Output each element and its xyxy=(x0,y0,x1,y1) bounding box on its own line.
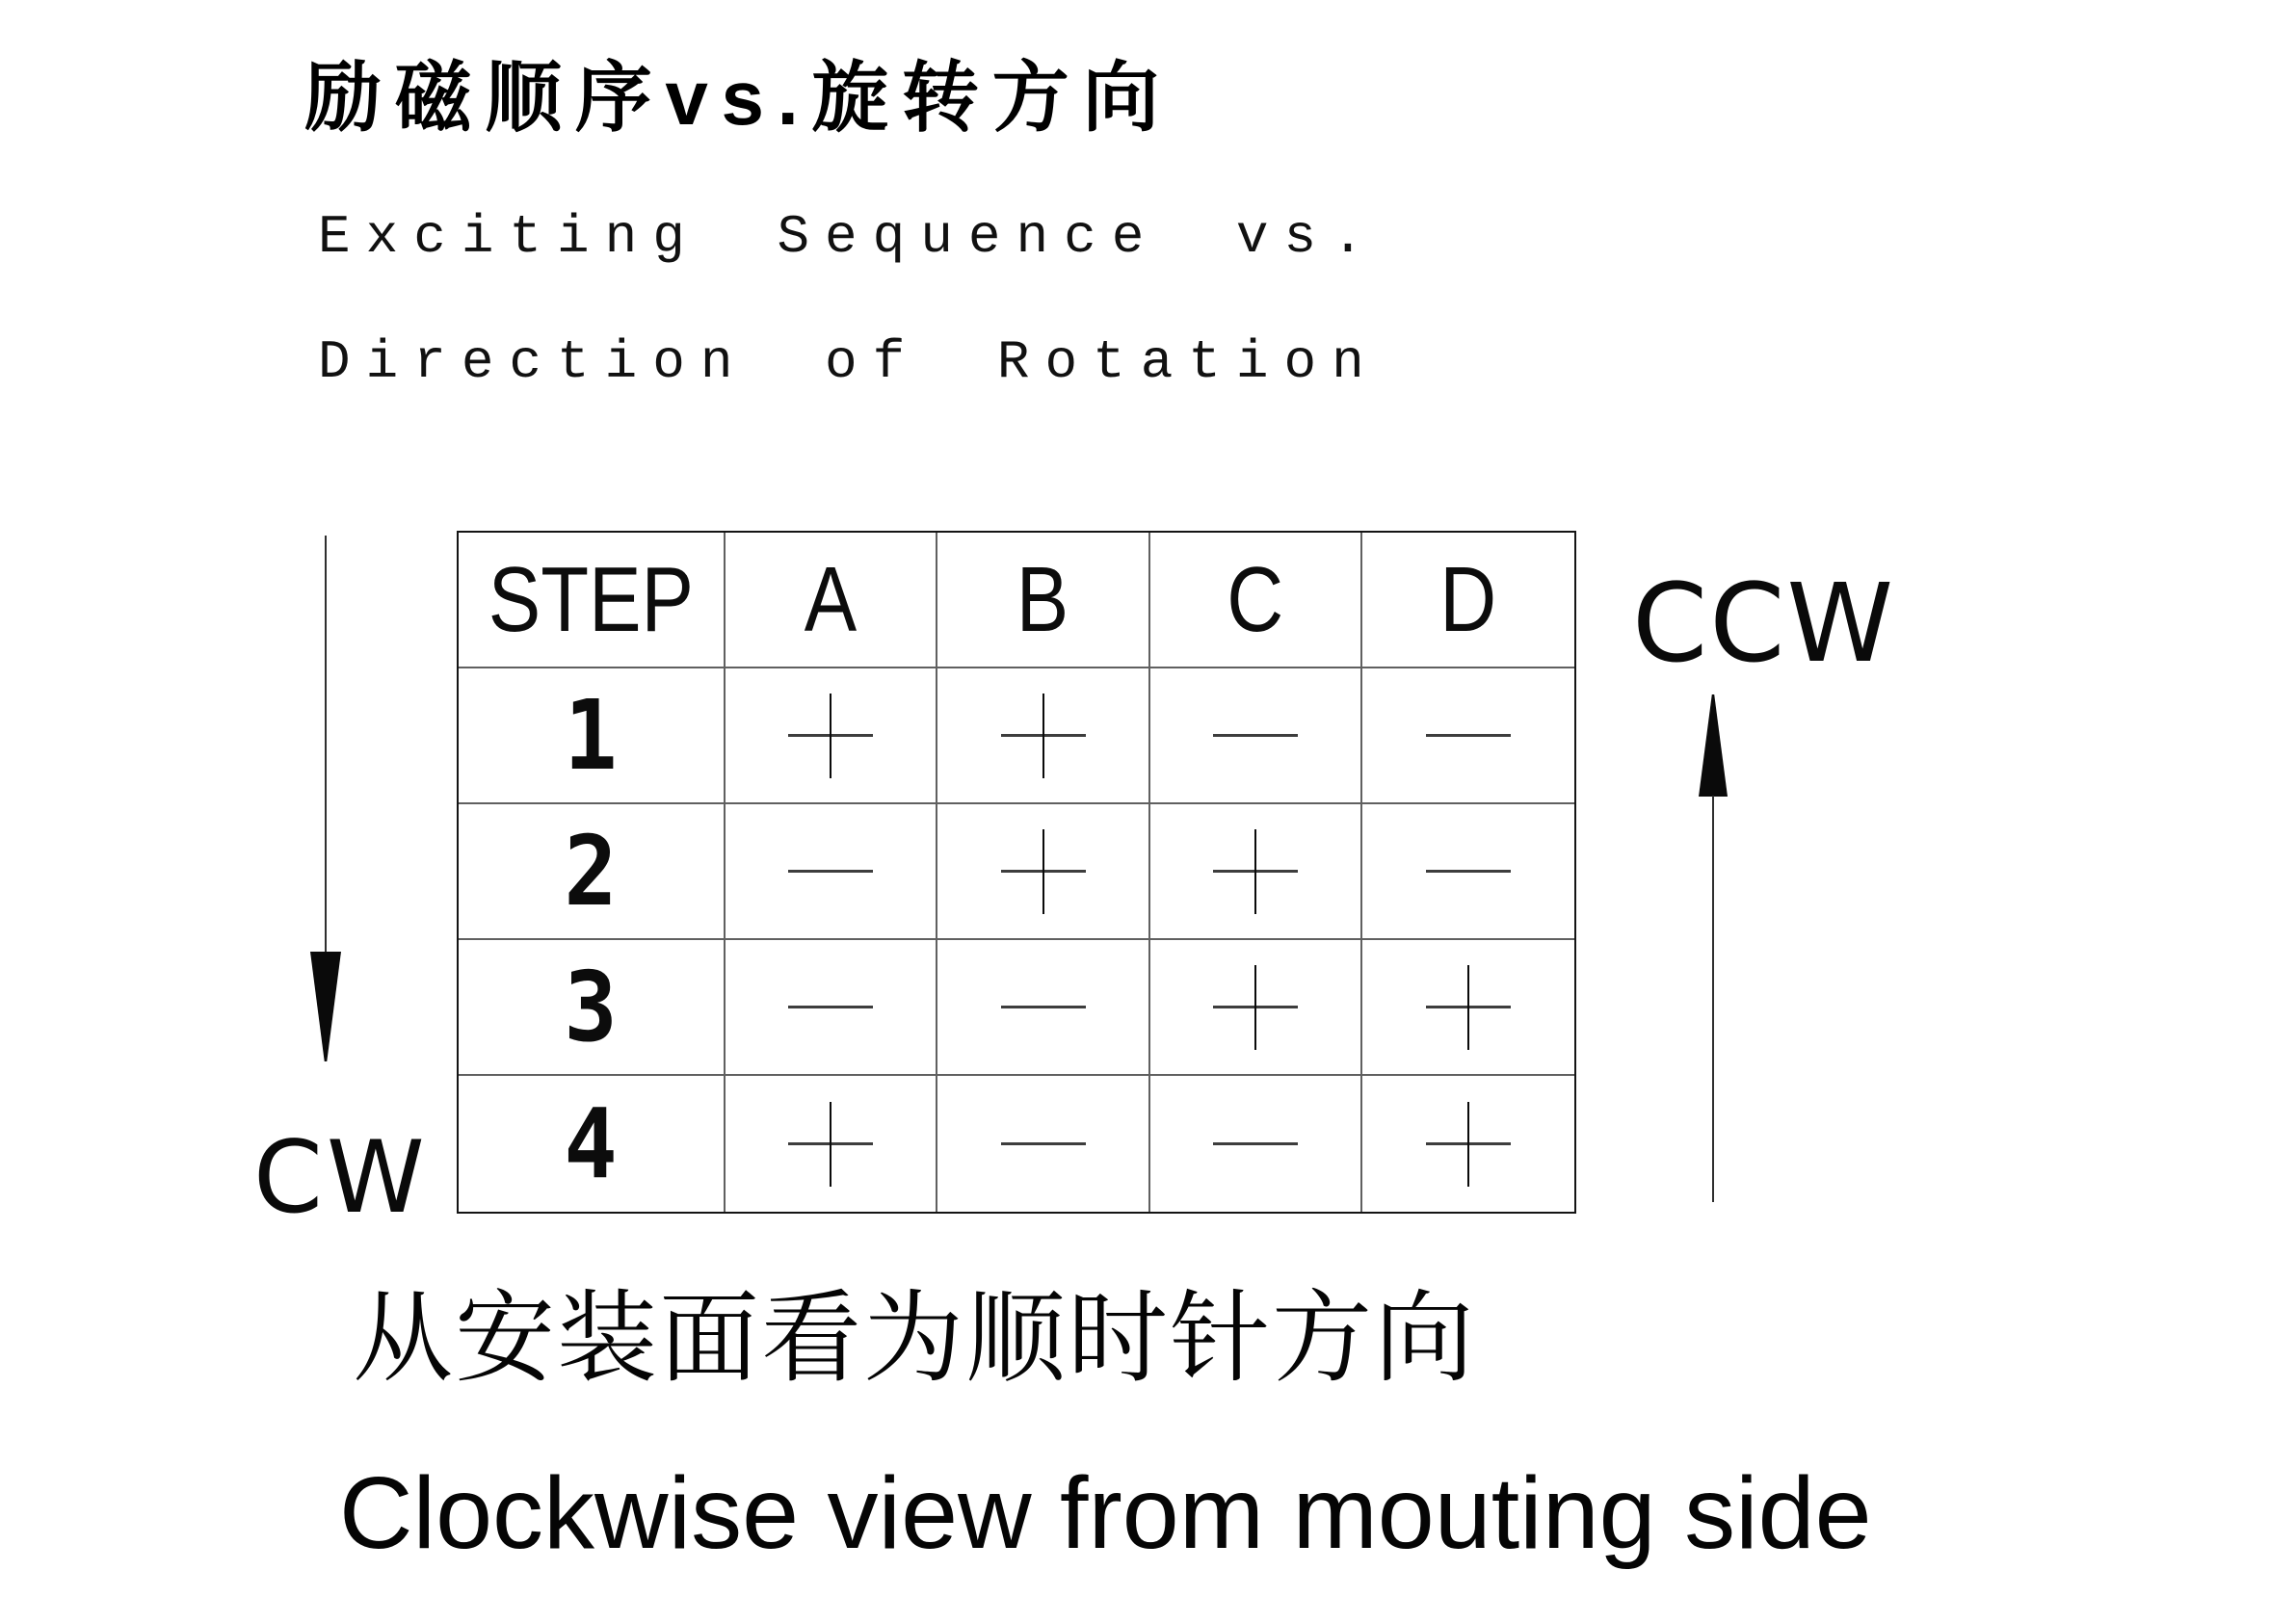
excitation-sequence-table xyxy=(457,531,1576,1214)
cw-arrowhead-down-icon xyxy=(310,952,341,1061)
ccw-arrowhead-up-icon xyxy=(1699,694,1728,797)
ccw-label: CCW xyxy=(1632,562,1896,687)
polarity-symbol xyxy=(1001,694,1086,778)
table-cell-4a xyxy=(726,1076,937,1212)
polarity-symbol xyxy=(788,829,873,914)
polarity-symbol xyxy=(1213,829,1298,914)
column-header-label: C xyxy=(1227,547,1284,651)
subtitle-line2: Direction of Rotation xyxy=(318,331,1380,393)
cw-arrow-line xyxy=(325,536,327,954)
step-number-cell xyxy=(459,668,726,804)
polarity-symbol xyxy=(1426,965,1511,1050)
footer-note-en: Clockwise view from mouting side xyxy=(339,1456,1872,1570)
table-cell-2d xyxy=(1362,804,1574,940)
polarity-symbol xyxy=(1213,965,1298,1050)
footer-note-zh: 从安装面看为顺时针方向 xyxy=(353,1283,1477,1395)
table-cell-2a xyxy=(726,804,937,940)
step-number: 4 xyxy=(564,1086,619,1200)
column-header-label: D xyxy=(1439,547,1497,651)
column-header-b xyxy=(937,533,1150,668)
table-cell-2b xyxy=(937,804,1150,940)
table-cell-3b xyxy=(937,940,1150,1076)
table-cell-4b xyxy=(937,1076,1150,1212)
table-cell-1d xyxy=(1362,668,1574,804)
polarity-symbol xyxy=(1426,1102,1511,1187)
polarity-symbol xyxy=(1001,829,1086,914)
step-number-cell xyxy=(459,940,726,1076)
column-header-step xyxy=(459,533,726,668)
polarity-symbol xyxy=(788,694,873,778)
polarity-symbol xyxy=(1213,1102,1298,1187)
table-cell-1b xyxy=(937,668,1150,804)
polarity-symbol xyxy=(1001,1102,1086,1187)
ccw-arrow-line xyxy=(1712,796,1714,1202)
polarity-symbol xyxy=(788,1102,873,1187)
table-cell-3a xyxy=(726,940,937,1076)
table-cell-2c xyxy=(1150,804,1362,940)
polarity-symbol xyxy=(1213,694,1298,778)
table-cell-4d xyxy=(1362,1076,1574,1212)
step-number: 3 xyxy=(564,950,619,1063)
step-number: 2 xyxy=(564,814,619,928)
column-header-a xyxy=(726,533,937,668)
step-number-cell xyxy=(459,1076,726,1212)
table-cell-4c xyxy=(1150,1076,1362,1212)
column-header-label: STEP xyxy=(488,547,695,651)
polarity-symbol xyxy=(1426,694,1511,778)
polarity-symbol xyxy=(1001,965,1086,1050)
column-header-label: A xyxy=(804,547,858,651)
step-number: 1 xyxy=(564,678,619,792)
column-header-c xyxy=(1150,533,1362,668)
page-title: 励磁顺序vs.旋转方向 xyxy=(304,55,1173,141)
table-cell-1a xyxy=(726,668,937,804)
table-cell-3d xyxy=(1362,940,1574,1076)
step-number-cell xyxy=(459,804,726,940)
subtitle-line1: Exciting Sequence vs. xyxy=(318,206,1380,268)
polarity-symbol xyxy=(788,965,873,1050)
table-cell-3c xyxy=(1150,940,1362,1076)
polarity-symbol xyxy=(1426,829,1511,914)
cw-label: CW xyxy=(253,1120,429,1236)
column-header-d xyxy=(1362,533,1574,668)
column-header-label: B xyxy=(1016,547,1069,651)
table-cell-1c xyxy=(1150,668,1362,804)
